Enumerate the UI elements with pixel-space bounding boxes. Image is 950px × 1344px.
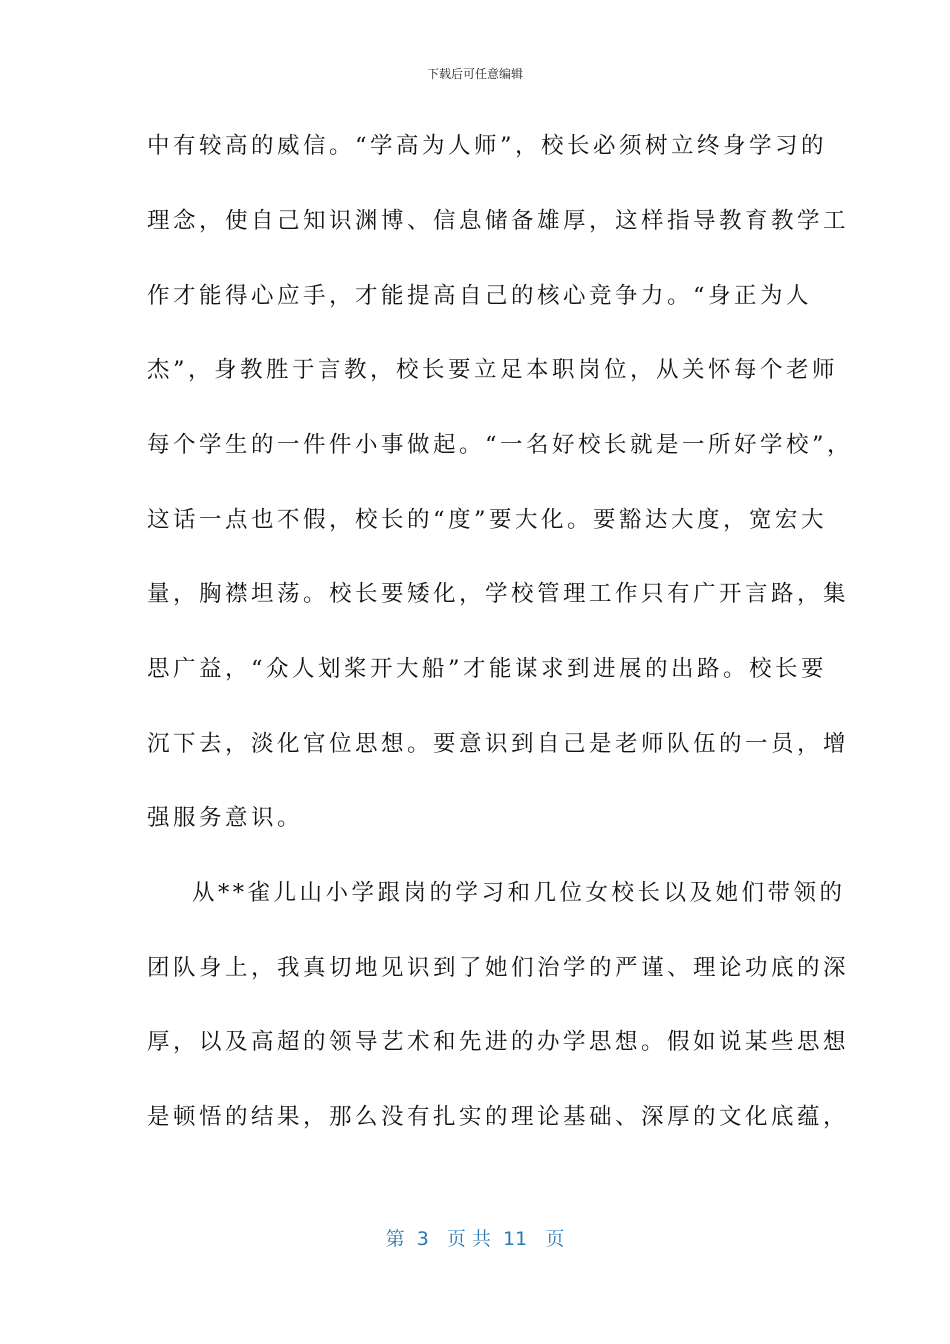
text-line: 强服务意识。 [147,805,304,831]
paragraph-first-line: 从**雀儿山小学跟岗的学习和几位女校长以及她们带领的 [192,880,846,906]
text-line: 厚，以及高超的领导艺术和先进的办学思想。假如说某些思想 [147,1029,850,1055]
text-line: 团队身上，我真切地见识到了她们治学的严谨、理论功底的深 [147,955,850,981]
text-line: 中有较高的威信。“学高为人师”，校长必须树立终身学习的 [147,133,828,159]
text-line: 理念，使自己知识渊博、信息储备雄厚，这样指导教育教学工 [147,208,850,234]
text-line: 这话一点也不假，校长的“度”要大化。要豁达大度，宽宏大 [147,507,828,533]
text-line: 思广益，“众人划桨开大船”才能谋求到进展的出路。校长要 [147,656,828,682]
text-line: 杰”，身教胜于言教，校长要立足本职岗位，从关怀每个老师 [147,357,839,383]
page-header: 下载后可任意编辑 [426,67,523,81]
text-line: 是顿悟的结果，那么没有扎实的理论基础、深厚的文化底蕴， [147,1104,850,1130]
text-line: 沉下去，淡化官位思想。要意识到自己是老师队伍的一员，增 [147,731,850,757]
text-line: 每个学生的一件件小事做起。“一名好校长就是一所好学校”， [147,432,854,458]
page-number-footer: 第 3 页 共 11 页 [385,1228,565,1250]
text-line: 量，胸襟坦荡。校长要矮化，学校管理工作只有广开言路，集 [147,581,850,607]
text-line: 作才能得心应手，才能提高自己的核心竞争力。“身正为人 [147,283,813,309]
